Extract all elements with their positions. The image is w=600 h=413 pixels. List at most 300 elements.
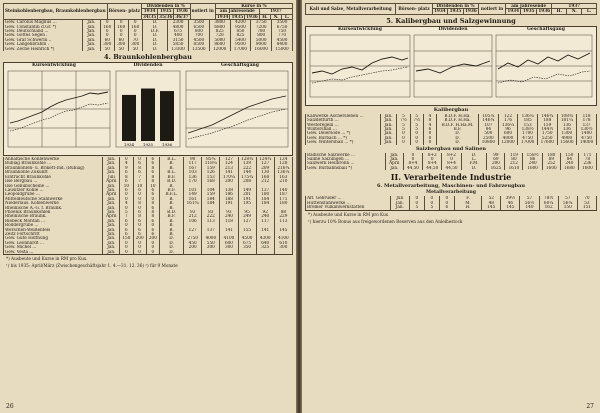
kurs-year: 1936 <box>246 14 258 19</box>
kali-chart-svg <box>306 27 596 105</box>
price-value: 117 <box>256 219 274 223</box>
dividend-value: 0 <box>146 241 159 245</box>
exchange-code: B. <box>160 223 184 227</box>
dividend-value: 6 <box>133 232 146 236</box>
price-value: 4100 <box>274 236 292 240</box>
price-value: 86 <box>523 157 542 161</box>
price-value: 149 <box>184 192 202 196</box>
div-year: 1936 <box>465 8 477 14</box>
price-value: 56½ <box>520 201 539 205</box>
kali-div-line <box>416 61 490 73</box>
dividend-value: 50 <box>100 47 114 51</box>
price-value: 7200 <box>251 25 272 29</box>
price-value: 168 <box>202 179 220 183</box>
metall-subheading: Metallverarbeitung <box>426 190 476 196</box>
price-value: 85¾ <box>202 157 220 161</box>
left-page <box>0 0 296 413</box>
fiscal-month: Jan. <box>103 197 120 201</box>
dividend-value: 8+2 <box>442 153 461 157</box>
price-value: 56¼ <box>558 201 577 205</box>
dividend-value: 44,50 <box>423 166 442 170</box>
price-value: 1600 <box>542 166 560 170</box>
company-name: Bremer Vulkanwerkstätten <box>306 205 391 209</box>
price-value: 184 <box>202 197 220 201</box>
price-value: 167 <box>184 166 202 170</box>
page-number: 26 <box>6 403 14 410</box>
exchange-code: D. <box>160 250 184 254</box>
dividend-value: 0 <box>397 136 410 140</box>
fiscal-month: Jan. <box>385 157 403 161</box>
price-value: 124¾ <box>256 157 274 161</box>
footnote: *) Ausbeute und Kurse in RM pro Kux <box>308 211 389 217</box>
price-value: 60¼ <box>539 201 558 205</box>
dividend-value: 8 <box>423 118 436 122</box>
exchange-code: F. <box>454 196 481 200</box>
footnote: *) Ausbeute und Kurse in RM pro Kux. <box>6 256 88 261</box>
price-value: 141 <box>220 170 238 174</box>
price-value: 137 <box>256 188 274 192</box>
fiscal-month: Jan. <box>380 114 397 118</box>
dividend-value: 0 <box>120 223 133 227</box>
company-name: Gew. Langenbrahm . <box>4 42 83 46</box>
fiscal-month: Jan. <box>380 127 397 131</box>
price-value: 113 <box>202 219 220 223</box>
left-header-table <box>3 3 293 20</box>
dividend-value: 7½ <box>410 118 423 122</box>
price-value: 146¾ <box>479 118 499 122</box>
company-name: Salzwerk Heilbronn ... <box>306 161 386 165</box>
fiscal-month: Jan. <box>385 153 403 157</box>
dividend-value: 0 <box>397 140 410 144</box>
dividend-value: 7½ <box>397 118 410 122</box>
price-value: 83 <box>202 210 220 214</box>
price-value: 180 <box>274 201 292 205</box>
exchange-code: D. <box>142 38 167 42</box>
kurs-line-2 <box>10 103 108 131</box>
price-value: 4000 <box>202 236 220 240</box>
dividend-value: 200 <box>146 236 159 240</box>
price-value: 188 <box>220 197 238 201</box>
exchange-code: D. <box>437 140 479 144</box>
price-value: 800 <box>188 29 209 33</box>
price-value: 12000 <box>209 47 230 51</box>
price-value: 780 <box>251 29 272 33</box>
right-header-table <box>305 3 597 15</box>
price-value: 4750 <box>518 136 538 140</box>
dividend-value: 0 <box>120 157 133 161</box>
company-name: Riebeck Montan ... <box>4 219 103 223</box>
price-value: 171 <box>578 153 596 157</box>
fiscal-month: Juli <box>103 175 120 179</box>
company-name: Werschen-Weißenfels <box>4 228 103 232</box>
dividend-value: 6 <box>120 170 133 174</box>
section-subheading: 6. Metallverarbeitung, Maschinen- und Fahrzeugbau <box>376 183 525 190</box>
fiscal-month: Jan. <box>103 157 120 161</box>
kurs-chart-frame <box>8 71 110 147</box>
price-value: 3500 <box>188 20 209 24</box>
col-name-header: Kali und Salze, Metallverarbeitung <box>306 4 396 15</box>
price-value: 15600 <box>557 140 577 144</box>
exchange-code: B. <box>160 184 184 188</box>
chart-div-label: Dividenden <box>133 63 163 69</box>
price-value: 600 <box>498 131 518 135</box>
exchange-code: F.M. <box>461 161 487 165</box>
braunkohle-table <box>3 157 293 254</box>
kurs-year: 1934 <box>507 8 520 14</box>
company-name: Kaliwerke Aschersleben ... <box>306 114 381 118</box>
price-value: 208 <box>238 179 256 183</box>
exchange-code: B. <box>160 228 184 232</box>
dividend-value: 0 <box>133 157 146 161</box>
price-value: 78½ <box>539 196 558 200</box>
dividend-value: 160 <box>114 25 128 29</box>
price-value: 675 <box>238 241 256 245</box>
price-value: 136¼ <box>274 170 292 174</box>
dividend-value: 5 <box>409 205 424 209</box>
price-value: 185 <box>518 118 538 122</box>
exchange-code: B.L. <box>160 170 184 174</box>
year-1937: 1937 <box>552 4 597 9</box>
footnote: ¹) bis 1935: April/März (Zwischengeschäftsjahr 1. 4.—31. 12. 36) ²) für 9 Monate <box>6 263 178 268</box>
salz-table <box>305 153 597 171</box>
dividend-value: 0 <box>410 131 423 135</box>
price-value: 450 <box>184 241 202 245</box>
braunkohle-charts <box>3 62 293 156</box>
price-value: 9500 <box>230 25 251 29</box>
col-div-header: Dividenden in % <box>432 4 479 9</box>
exchange-code: D. <box>142 42 167 46</box>
price-value: 69 <box>487 157 505 161</box>
dividend-value: 5 <box>397 123 410 127</box>
price-value: 13500 <box>188 47 209 51</box>
fiscal-month: Jan. <box>103 250 120 254</box>
exchange-code: B. <box>160 166 184 170</box>
price-value: 9000 <box>251 42 272 46</box>
price-value: 4200 <box>230 20 251 24</box>
price-value: 1700 <box>518 131 538 135</box>
kali-div-frame <box>414 35 492 97</box>
price-value: 3800 <box>209 20 230 24</box>
price-value: 16000 <box>251 47 272 51</box>
dividend-value: 8 <box>120 175 133 179</box>
price-value: 150 <box>558 205 577 209</box>
company-name: Roddergrube ... <box>4 223 103 227</box>
dividend-value: 0 <box>423 140 436 144</box>
exchange-code: B. <box>160 206 184 210</box>
dividend-value: 6 <box>146 188 159 192</box>
dividend-value: 6 <box>146 161 159 165</box>
dividend-value: 0 <box>146 250 159 254</box>
price-value: 153 <box>518 123 538 127</box>
dividend-value: 8 <box>146 210 159 214</box>
dividend-value: 6 <box>146 192 159 196</box>
price-value: 4000 <box>498 136 518 140</box>
dividend-value: 6 <box>120 179 133 183</box>
price-value: 118 <box>577 114 597 118</box>
fiscal-month: Jan. <box>103 245 120 249</box>
company-name: Salzdetfurth ... <box>306 118 381 122</box>
price-value: 153 <box>202 175 220 179</box>
price-value: 127 <box>256 161 274 165</box>
dividend-value: 0 <box>133 250 146 254</box>
dividend-value: 6 <box>146 219 159 223</box>
div-year: 1934 <box>141 9 157 14</box>
fiscal-month: Jan. <box>82 29 100 33</box>
table-row <box>306 140 597 144</box>
right-page <box>302 0 600 413</box>
dividend-value: 0 <box>100 29 114 33</box>
div-year: 1934 <box>434 8 446 14</box>
price-value: 212 <box>505 161 523 165</box>
price-value: 188 <box>537 118 557 122</box>
exchange-code: D. <box>437 136 479 140</box>
exchange-code: B.F. <box>160 175 184 179</box>
price-value: 159 <box>537 123 557 127</box>
price-value: 136 <box>557 123 577 127</box>
fiscal-month: Jan. <box>103 184 120 188</box>
fiscal-month: Jan. <box>380 118 397 122</box>
price-value: 850 <box>230 29 251 33</box>
dividend-value: 300 <box>114 42 128 46</box>
kurs-hl: L. <box>282 14 293 19</box>
fiscal-month: Jan. <box>103 188 120 192</box>
price-value: 5400 <box>230 38 251 42</box>
dividend-value: 6 <box>120 228 133 232</box>
company-name: Gew. Zeche Heinrich *) <box>4 47 83 51</box>
price-value: 161 <box>184 197 202 201</box>
price-value: 141 <box>220 228 238 232</box>
company-name: Eintracht Braunkohle <box>4 175 103 179</box>
div-year: 1935 <box>449 8 462 14</box>
fiscal-month: Jan. <box>103 228 120 232</box>
company-name: Rheinische Braunk. <box>4 214 103 218</box>
dividend-value: 5 <box>120 210 133 214</box>
price-value: 770 <box>272 33 293 37</box>
company-name: Zeitz Fortschritt <box>4 232 103 236</box>
dividend-value: 7 <box>133 175 146 179</box>
dividend-value: 6 <box>423 127 436 131</box>
price-value: 1750 <box>537 131 557 135</box>
exchange-code: B.D. <box>160 179 184 183</box>
fiscal-month: Jan. <box>82 33 100 37</box>
dividend-bar <box>141 89 155 141</box>
exchange-code: B.F. <box>160 214 184 218</box>
price-value: 300 <box>274 245 292 249</box>
company-name: Gew. Michel ... <box>4 245 103 249</box>
company-name: Westeregeln ... <box>306 123 381 127</box>
exchange-code: D. <box>160 236 184 240</box>
price-value: 252 <box>542 161 560 165</box>
dividend-bar-year: 1935 <box>142 142 154 148</box>
price-value: 800 <box>251 33 272 37</box>
fiscal-month: Jan. <box>103 170 120 174</box>
exchange-code: L. <box>461 157 487 161</box>
braunkohle-chart-svg <box>4 63 292 155</box>
price-value: 201 <box>238 192 256 196</box>
fiscal-month: Jan. <box>103 206 120 210</box>
price-value: 128¾ <box>238 157 256 161</box>
dividend-value: 0 <box>409 196 424 200</box>
gesch-line-2 <box>188 109 286 139</box>
kurs-year: 1935 <box>522 8 535 14</box>
dividend-value: 10 <box>120 184 133 188</box>
div-year: 1935 <box>158 9 174 14</box>
company-name: Gew. Wintershall ... *) <box>306 140 381 144</box>
kali-charts <box>305 26 597 106</box>
fiscal-month: Juli <box>390 196 409 200</box>
company-name: Gew. Burbahnsball *) <box>306 166 386 170</box>
dividend-value: 200 <box>133 236 146 240</box>
price-value: 70 <box>577 196 596 200</box>
price-value: 1610 <box>505 166 523 170</box>
price-value: 130½ <box>577 127 597 131</box>
price-value: 6750 <box>272 25 293 29</box>
price-value: 1600 <box>523 166 542 170</box>
price-value: 350 <box>238 245 256 249</box>
dividend-value: 6 <box>120 188 133 192</box>
price-value: 144½ <box>537 127 557 131</box>
company-name: Gew. Constantin d.Gr. *) <box>4 25 83 29</box>
chart-div-label: Dividenden <box>438 26 468 32</box>
price-value: 4500 <box>188 38 209 42</box>
dividend-value: 8+4 <box>423 161 442 165</box>
am-jahresende: am Jahresende <box>215 9 259 14</box>
dividend-value: 0 <box>120 250 133 254</box>
dividend-value: 8 <box>133 201 146 205</box>
dividend-value: 0 <box>120 206 133 210</box>
div-period: 35/36 <box>159 14 173 19</box>
dividend-value: 160 <box>100 25 114 29</box>
company-name: Wintershall ... <box>306 127 381 131</box>
price-value: 99 <box>487 153 505 157</box>
year-1937: 1937 <box>259 9 292 14</box>
fiscal-month: Jan. <box>380 136 397 140</box>
price-value: 191 <box>238 197 256 201</box>
price-value: 184 <box>256 201 274 205</box>
col-kurs-header: Kurse in % <box>215 4 292 9</box>
exchange-code: D. <box>142 25 167 29</box>
company-name: Badische Salzwerke ... <box>306 153 386 157</box>
dividend-value: 300 <box>100 42 114 46</box>
price-value: 162 <box>539 205 558 209</box>
price-value: 4500 <box>238 236 256 240</box>
exchange-code: M. <box>454 201 481 205</box>
company-name: Saline Salzungen ... <box>306 157 386 161</box>
dividend-value: 0 <box>128 33 142 37</box>
price-value: 4500 <box>272 38 293 42</box>
kurs-year: 1934 <box>216 14 229 19</box>
fiscal-month: Jan. <box>390 201 409 205</box>
price-value: 170¼ <box>220 175 238 179</box>
steinkohle-table <box>3 20 293 51</box>
fiscal-month: Jan. <box>103 166 120 170</box>
dividend-value: 0 <box>120 192 133 196</box>
company-name: Braunkohlen- u. Brikett-Ind. (Bubiag) <box>4 166 103 170</box>
dividend-value: 60 <box>114 38 128 42</box>
exchange-code: B.D.F. H.Ha. <box>437 118 479 122</box>
dividend-value: 8 <box>146 179 159 183</box>
dividend-value: 0 <box>439 201 454 205</box>
dividend-value: 5 <box>410 127 423 131</box>
price-value: 300 <box>202 245 220 249</box>
col-notiert-header: notiert in <box>479 4 506 15</box>
price-value: 175¾ <box>238 175 256 179</box>
price-value: 750 <box>272 29 293 33</box>
price-value: 57 <box>520 196 539 200</box>
price-value: 212 <box>256 179 274 183</box>
dividend-value: 8+4 <box>403 161 422 165</box>
dividend-value: 44,50 <box>442 166 461 170</box>
exchange-code: D.F. <box>142 29 167 33</box>
exchange-code: B.L. <box>160 157 184 161</box>
company-name: Rheinische A.-G. f. Braunk. <box>4 206 103 210</box>
price-value: 825 <box>230 33 251 37</box>
price-value: 2300 <box>168 20 189 24</box>
price-value: 52 <box>482 196 501 200</box>
price-value: 181¼ <box>557 118 577 122</box>
price-value: 48 <box>482 201 501 205</box>
dividend-value: 6 <box>146 232 159 236</box>
company-name: Gew. Gute Hoffnung <box>4 236 103 240</box>
dividend-value: 50 <box>114 47 128 51</box>
dividend-value: 5 <box>397 127 410 131</box>
price-value: 550 <box>202 241 220 245</box>
chart-kurs-label: Kursentwicklung <box>32 63 76 69</box>
dividend-value: 60 <box>100 38 114 42</box>
exchange-code: B.F. <box>160 188 184 192</box>
exchange-code: D. <box>142 47 167 51</box>
fiscal-month: Jan. <box>103 161 120 165</box>
fiscal-month: Jan. <box>82 20 100 24</box>
table-row <box>306 166 597 170</box>
dividend-value: 0 <box>100 20 114 24</box>
dividend-value: 160 <box>128 25 142 29</box>
fiscal-month: Jan. <box>103 201 120 205</box>
price-value: 136 <box>184 175 202 179</box>
dividend-value: 6 <box>133 219 146 223</box>
fiscal-month: Jan. <box>380 140 397 144</box>
price-value: 90 <box>184 157 202 161</box>
price-value: 117 <box>184 161 202 165</box>
price-value: 13300 <box>168 47 189 51</box>
fiscal-month: Jan. <box>380 123 397 127</box>
price-value: 137 <box>577 123 597 127</box>
dividend-value: 8 <box>146 201 159 205</box>
company-name: Gew. Graf Schwerin .. <box>4 38 83 42</box>
price-value: 222 <box>202 214 220 218</box>
price-value: 15000 <box>272 47 293 51</box>
price-value: 159 <box>202 166 220 170</box>
exchange-code: D. <box>437 131 479 135</box>
dividend-value: 0 <box>114 29 128 33</box>
dividend-bar-year: 1936 <box>161 142 173 148</box>
price-value: 140 <box>274 188 292 192</box>
price-value: 93 <box>184 210 202 214</box>
price-value: 144 <box>238 170 256 174</box>
exchange-code: D. <box>142 20 167 24</box>
price-value: 95 <box>238 210 256 214</box>
dividend-value: 4 <box>120 201 133 205</box>
price-value: 14000 <box>577 140 597 144</box>
price-value: 240 <box>560 161 578 165</box>
dividend-value: 0 <box>133 192 146 196</box>
price-value: 96 <box>498 127 518 131</box>
price-value: 127 <box>220 157 238 161</box>
dividend-value: 8+4 <box>442 161 461 165</box>
dividend-value: 0 <box>100 33 114 37</box>
kurs-year: 1936 <box>538 8 551 14</box>
company-name: Ilse Genußscheine ... <box>4 184 103 188</box>
